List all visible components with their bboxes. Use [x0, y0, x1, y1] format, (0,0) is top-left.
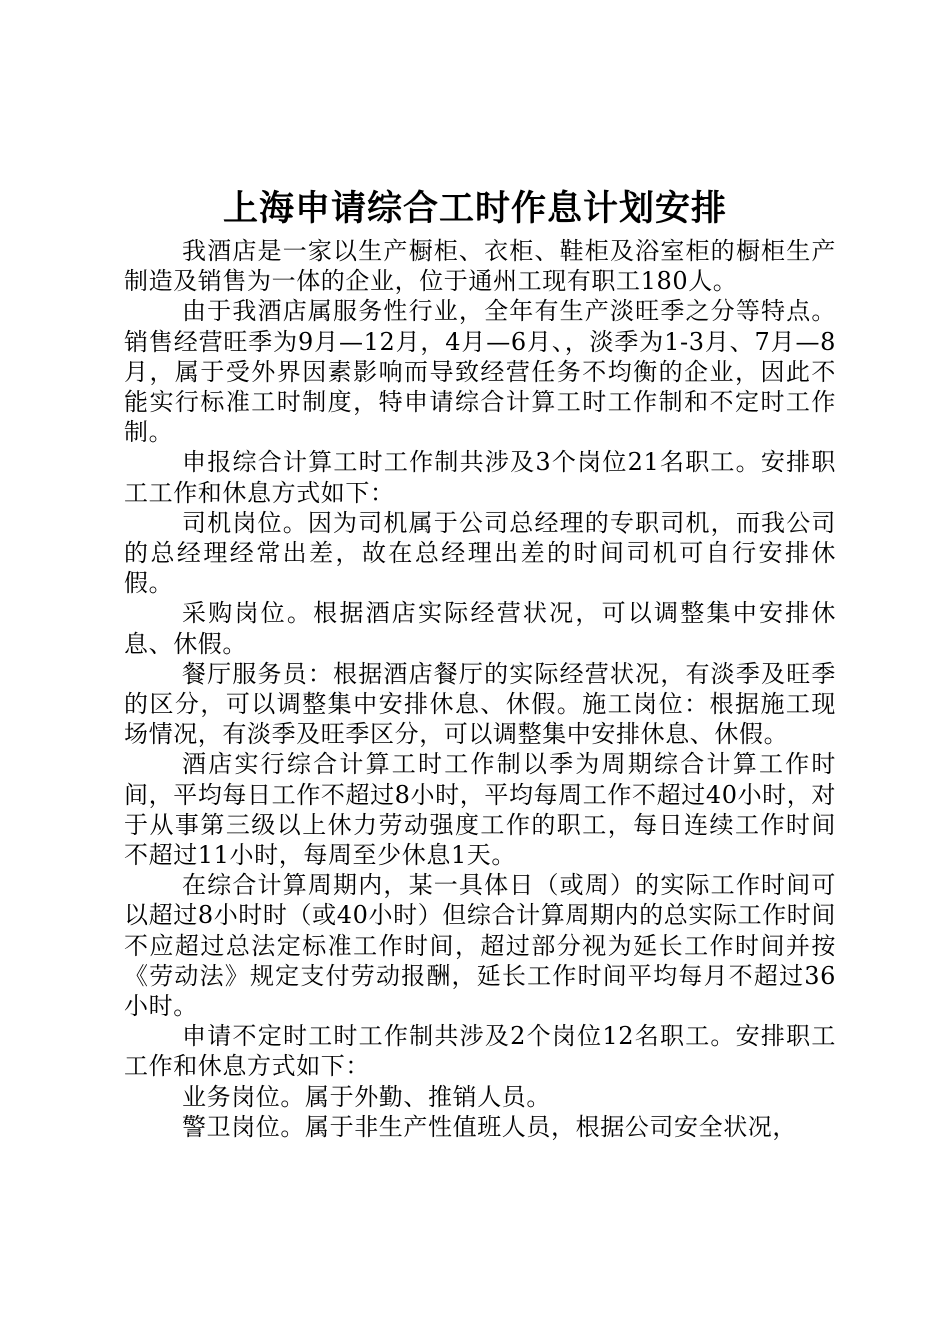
paragraph-restaurant-post: 餐厅服务员：根据酒店餐厅的实际经营状况，有淡季及旺季的区分，可以调整集中安排休息、休假。施工岗位：根据施工现场情况，有淡季及旺季区分，可以调整集中安排休息、休假。 — [124, 659, 836, 749]
paragraph-flexible-scope: 申请不定时工时工作制共涉及2个岗位12名职工。安排职工工作和休息方式如下： — [124, 1022, 836, 1081]
paragraph-guard-post: 警卫岗位。属于非生产性值班人员，根据公司安全状况， — [182, 1112, 797, 1141]
document-title: 上海申请综合工时作息计划安排 — [222, 188, 727, 229]
paragraph-driver-post: 司机岗位。因为司机属于公司总经理的专职司机，而我公司的总经理经常出差，故在总经理出差的时间司机可自行安排休假。 — [124, 508, 836, 598]
paragraph-comprehensive-scope: 申报综合计算工时工作制共涉及3个岗位21名职工。安排职工工作和休息方式如下： — [124, 448, 836, 507]
paragraph-purchasing-post: 采购岗位。根据酒店实际经营状况，可以调整集中安排休息、休假。 — [124, 599, 836, 658]
paragraph-seasonal-reason: 由于我酒店属服务性行业，全年有生产淡旺季之分等特点。销售经营旺季为9月—12月，4月—6月、，淡季为1-3月、7月—8月，属于受外界因素影响而导致经营任务不均衡的企业，因此不能实行标准工时制度，特申请综合计算工时工作制和不定时工作制。 — [124, 297, 836, 447]
paragraph-sales-post: 业务岗位。属于外勤、推销人员。 — [182, 1082, 551, 1111]
paragraph-company-intro: 我酒店是一家以生产橱柜、衣柜、鞋柜及浴室柜的橱柜生产制造及销售为一体的企业，位于通州工现有职工180人。 — [124, 237, 836, 296]
document-body — [124, 236, 836, 1142]
paragraph-hours-rule: 酒店实行综合计算工时工作制以季为周期综合计算工作时间，平均每日工作不超过8小时，平均每周工作不超过40小时，对于从事第三级以上休力劳动强度工作的职工，每日连续工作时间不超过11小时，每周至少休息1天。 — [124, 750, 836, 870]
paragraph-overtime-rule: 在综合计算周期内，某一具体日（或周）的实际工作时间可以超过8小时时（或40小时）但综合计算周期内的总实际工作时间不应超过总法定标准工作时间，超过部分视为延长工作时间并按《劳动法》规定支付劳动报酬，延长工作时间平均每月不超过36小时。 — [124, 871, 836, 1021]
